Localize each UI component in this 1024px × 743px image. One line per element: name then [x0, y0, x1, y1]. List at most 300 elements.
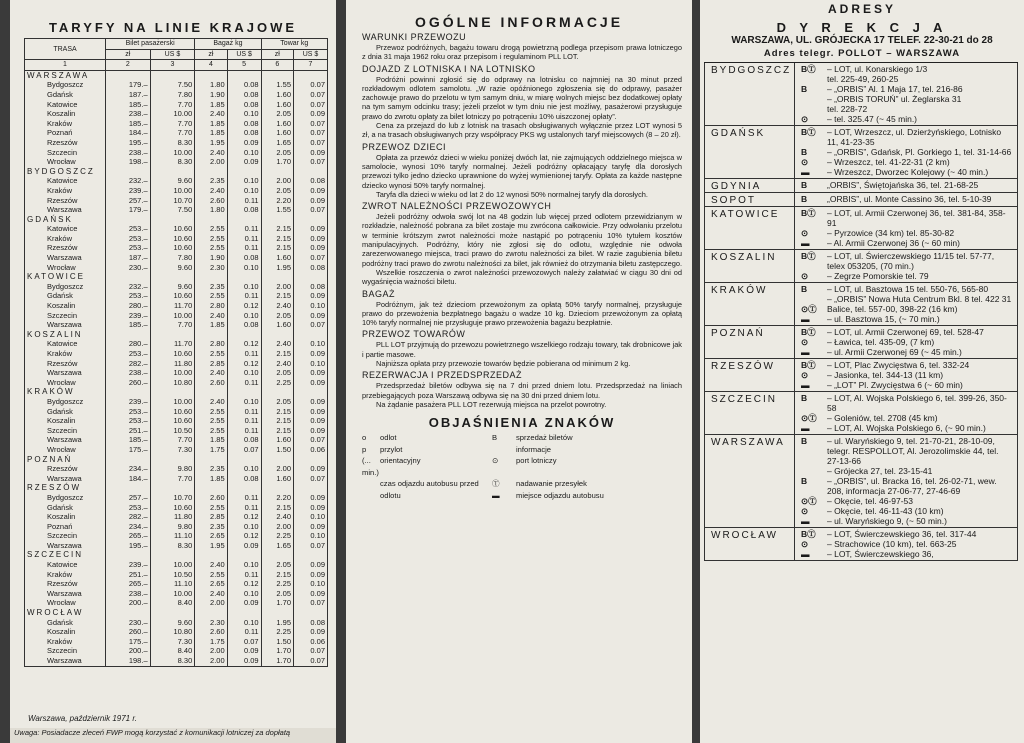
- symbol-icon: B: [801, 436, 808, 446]
- legend-text: odlotu: [380, 490, 401, 500]
- fare-value: 2.30: [195, 263, 227, 273]
- fare-value: 2.55: [195, 349, 227, 359]
- legend-text: przylot: [380, 444, 403, 454]
- fare-value: 0.09: [294, 589, 328, 599]
- fare-value: 0.09: [294, 378, 328, 388]
- address-text: – Goleniów, tel. 2708 (45 km): [827, 413, 938, 423]
- legend-symbol: Ⓣ: [492, 479, 500, 489]
- fare-value: 0.10: [294, 301, 328, 311]
- fare-value: 1.80: [195, 205, 227, 215]
- empty-cell: [106, 215, 151, 225]
- fare-value: 7.70: [150, 435, 195, 445]
- destination-city: Wrocław: [25, 263, 106, 273]
- fare-value: 2.55: [195, 407, 227, 417]
- address-text: tel. 228-72: [827, 104, 868, 114]
- fare-value: 0.10: [294, 339, 328, 349]
- address-row: [704, 193, 1018, 207]
- symbol-icon: [801, 294, 827, 304]
- address-text: – Okęcie, tel. 46-11-43 (10 km): [827, 506, 944, 516]
- fare-value: 0.07: [294, 474, 328, 484]
- fare-value: 2.55: [195, 426, 227, 436]
- symbol-icon: ⊙: [801, 114, 809, 124]
- fare-value: 0.09: [294, 243, 328, 253]
- section-paragraph: Taryfa dla dzieci w wieku od lat 2 do 12 wynosi 50% normalnej taryfy dla dorosłych.: [376, 189, 648, 199]
- address-text: Balice, tel. 557-00, 398-22 (16 km): [827, 304, 958, 314]
- destination-city: Wrocław: [25, 598, 106, 608]
- fare-value: 0.07: [227, 445, 261, 455]
- symbol-icon: B: [801, 147, 808, 157]
- fare-value: 1.75: [195, 445, 227, 455]
- symbol-icon: B: [801, 84, 808, 94]
- fare-value: 185.–: [106, 100, 151, 110]
- fare-value: 0.07: [294, 157, 328, 167]
- empty-cell: [106, 455, 151, 465]
- symbol-icon: ▬: [801, 314, 810, 324]
- address-entries: [795, 326, 1017, 358]
- fare-value: 0.12: [227, 359, 261, 369]
- legend-text: orientacyjny: [380, 456, 421, 466]
- fare-value: 10.70: [150, 196, 195, 206]
- fare-value: 0.12: [227, 301, 261, 311]
- fare-value: 2.00: [261, 522, 293, 532]
- fare-value: 2.00: [261, 282, 293, 292]
- fare-value: 1.85: [195, 474, 227, 484]
- symbol-icon: ▬: [801, 380, 810, 390]
- empty-cell: [294, 608, 328, 618]
- tariff-table: [24, 38, 328, 667]
- column-number: 5: [227, 60, 261, 71]
- fare-value: 0.07: [294, 100, 328, 110]
- empty-cell: [106, 330, 151, 340]
- empty-cell: [150, 608, 195, 618]
- fare-value: 0.09: [294, 234, 328, 244]
- address-row: [704, 126, 1018, 179]
- fare-value: 8.40: [150, 646, 195, 656]
- destination-city: Rzeszów: [25, 196, 106, 206]
- fare-value: 9.60: [150, 282, 195, 292]
- fare-value: 7.70: [150, 128, 195, 138]
- address-text: – „ORBIS”, ul. Bracka 16, tel. 26-02-71, wew. 208, informacja 27-06-77, 27-46-69: [827, 476, 997, 496]
- address-text: – LOT, Wrzeszcz, ul. Dzierżyńskiego, Lotnisko 11, 41-23-35: [827, 127, 1002, 147]
- empty-cell: [227, 387, 261, 397]
- empty-cell: [261, 215, 293, 225]
- address-line: [801, 271, 1013, 281]
- destination-city: Gdańsk: [25, 618, 106, 628]
- empty-cell: [195, 167, 227, 177]
- fare-value: 9.80: [150, 464, 195, 474]
- column-numbers-row: [25, 60, 328, 71]
- fare-value: 2.35: [195, 282, 227, 292]
- fare-value: 10.70: [150, 493, 195, 503]
- fare-value: 0.08: [294, 282, 328, 292]
- address-text: – „ORBIS” Nowa Huta Centrum Bkl. 8 tel. 422 31: [827, 294, 1012, 304]
- col-header-us: US $: [294, 49, 328, 60]
- fare-value: 2.05: [261, 589, 293, 599]
- fare-value: 1.70: [261, 656, 293, 666]
- table-row: [25, 368, 328, 378]
- empty-cell: [294, 70, 328, 80]
- fare-value: 0.09: [294, 464, 328, 474]
- section-paragraph: Podróżni powinni zgłosić się do odprawy na lotnisku co najmniej na 30 minut przed rozkładowym odlotem samolotu. „W razie opóźnionego zgłoszenia się do odprawy, pasażer zachowuje prawo do przelotu w tym samym dniu, w miarę wolnych miejsc bez dodatkowej opłaty na tym samym odcinku trasy; jeżeli przelot w tym dniu nie jest możliwy, pasażerowi przysługuje prawo do zwrotu opłaty za bilet lotniczy po potrąceniu 10% uiszczonej opłaty”.: [362, 74, 682, 121]
- section-paragraph: Na żądanie pasażera PLL LOT rezerwują miejsca na przelot powrotny.: [376, 399, 607, 409]
- fare-value: 2.85: [195, 359, 227, 369]
- fare-value: 1.85: [195, 320, 227, 330]
- table-row: [25, 243, 328, 253]
- column-number: 7: [294, 60, 328, 71]
- column-number: 1: [25, 60, 106, 71]
- telegraph-address: Adres telegr. POLLOT – WARSZAWA: [763, 48, 961, 59]
- table-row: [25, 291, 328, 301]
- address-line: [801, 104, 1013, 114]
- address-text: – Jasionka, tel. 344-13 (11 km): [827, 370, 944, 380]
- address-row: [704, 435, 1018, 528]
- empty-cell: [150, 330, 195, 340]
- table-row: [25, 320, 328, 330]
- empty-cell: [227, 608, 261, 618]
- address-line: [801, 423, 1013, 433]
- empty-cell: [261, 483, 293, 493]
- fare-value: 1.60: [261, 253, 293, 263]
- address-line: [801, 436, 1013, 466]
- symbol-icon: ▬: [801, 167, 810, 177]
- table-row: [25, 349, 328, 359]
- address-text: – Pyrzowice (34 km) tel. 85-30-82: [827, 228, 955, 238]
- table-row: [25, 656, 328, 666]
- fare-value: 0.09: [294, 522, 328, 532]
- origin-city: SZCZECIN: [25, 550, 106, 560]
- table-row: [25, 263, 328, 273]
- col-header-bilet: Bilet pasażerski: [106, 39, 195, 50]
- empty-cell: [294, 483, 328, 493]
- empty-cell: [195, 608, 227, 618]
- empty-cell: [261, 550, 293, 560]
- address-line: [801, 516, 1013, 526]
- fare-value: 0.09: [294, 186, 328, 196]
- fare-value: 280.–: [106, 339, 151, 349]
- legend-text: nadawanie przesyłek: [516, 479, 587, 489]
- fare-value: 2.40: [195, 560, 227, 570]
- fare-value: 198.–: [106, 157, 151, 167]
- fare-value: 232.–: [106, 282, 151, 292]
- fare-value: 0.09: [227, 138, 261, 148]
- destination-city: Katowice: [25, 339, 106, 349]
- fare-value: 187.–: [106, 253, 151, 263]
- fare-value: 2.40: [195, 109, 227, 119]
- destination-city: Rzeszów: [25, 464, 106, 474]
- address-entries: [795, 435, 1017, 527]
- fare-value: 2.55: [195, 243, 227, 253]
- table-row: [25, 522, 328, 532]
- fare-value: 1.50: [261, 637, 293, 647]
- table-row: [25, 637, 328, 647]
- fare-value: 2.25: [261, 378, 293, 388]
- symbol-icon: ⊙Ⓣ: [801, 413, 817, 423]
- fare-value: 195.–: [106, 541, 151, 551]
- fare-value: 253.–: [106, 234, 151, 244]
- symbol-icon: [801, 466, 827, 476]
- origin-row: [25, 330, 328, 340]
- fare-value: 1.60: [261, 100, 293, 110]
- fare-value: 2.15: [261, 243, 293, 253]
- address-text: – Al. Armii Czerwonej 36 (~ 60 min): [827, 238, 960, 248]
- table-row: [25, 512, 328, 522]
- destination-city: Warszawa: [25, 368, 106, 378]
- fare-value: 184.–: [106, 128, 151, 138]
- headquarters-address: WARSZAWA, UL. GRÓJECKA 17 TELEF. 22-30-21 do 28: [731, 35, 993, 46]
- table-row: [25, 80, 328, 90]
- table-row: [25, 157, 328, 167]
- fare-value: 1.55: [261, 80, 293, 90]
- table-row: [25, 426, 328, 436]
- legend-symbol: ⊙: [492, 456, 499, 466]
- fare-value: 0.11: [227, 243, 261, 253]
- table-row: [25, 397, 328, 407]
- destination-city: Katowice: [25, 224, 106, 234]
- origin-city: WROCŁAW: [25, 608, 106, 618]
- destination-city: Koszalin: [25, 627, 106, 637]
- symbol-icon: BⓉ: [801, 127, 816, 137]
- fare-value: 2.40: [195, 368, 227, 378]
- fare-value: 7.50: [150, 80, 195, 90]
- address-city: KRAKÓW: [705, 283, 795, 325]
- fare-value: 0.08: [227, 205, 261, 215]
- address-text: – Grójecka 27, tel. 23-15-41: [827, 466, 933, 476]
- fare-value: 257.–: [106, 493, 151, 503]
- fare-value: 0.09: [294, 570, 328, 580]
- symbol-icon: BⓉ: [801, 529, 816, 539]
- fare-value: 10.60: [150, 243, 195, 253]
- fare-value: 282.–: [106, 512, 151, 522]
- fare-value: 2.00: [195, 598, 227, 608]
- empty-cell: [261, 387, 293, 397]
- address-text: – Zegrze Pomorskie tel. 79: [827, 271, 929, 281]
- fare-value: 179.–: [106, 205, 151, 215]
- address-text: – ul. Basztowa 15, (~ 70 min.): [827, 314, 940, 324]
- origin-city: GDAŃSK: [25, 215, 106, 225]
- legend-text: sprzedaż biletów: [516, 433, 573, 443]
- address-entries: [795, 528, 1017, 560]
- section-heading: ZWROT NALEŻNOŚCI PRZEWOZOWYCH: [362, 201, 552, 212]
- empty-cell: [195, 272, 227, 282]
- fare-value: 10.60: [150, 234, 195, 244]
- fare-value: 234.–: [106, 522, 151, 532]
- address-row: [704, 392, 1018, 435]
- table-row: [25, 253, 328, 263]
- origin-row: [25, 215, 328, 225]
- origin-row: [25, 387, 328, 397]
- address-line: [801, 539, 1013, 549]
- fare-value: 11.70: [150, 339, 195, 349]
- fare-value: 10.60: [150, 416, 195, 426]
- address-entries: [795, 250, 1017, 282]
- fare-value: 0.09: [227, 541, 261, 551]
- address-city: WARSZAWA: [705, 435, 795, 527]
- address-line: [801, 251, 1013, 271]
- destination-city: Kraków: [25, 637, 106, 647]
- fare-value: 1.70: [261, 646, 293, 656]
- address-line: [801, 208, 1013, 228]
- address-row: [704, 326, 1018, 359]
- empty-cell: [227, 455, 261, 465]
- fare-value: 0.07: [294, 320, 328, 330]
- section-paragraph: Opłata za przewóz dzieci w wieku poniżej dwóch lat, nie zajmujących oddzielnego miejsca w samolocie, wynosi 10% taryfy normalnej. Jeżeli podróżny opłacający taryfę dla dorosłych przewozi tylko jedno dziecko uprawnione do wyżej wymienionej taryfy. Opłata za każde następne dziecko wynosi 50% taryfy normalnej.: [362, 152, 682, 190]
- fare-value: 1.95: [195, 138, 227, 148]
- section-paragraph: Podróżnym, jak też dzieciom przewożonym za opłatą 50% taryfy normalnej, przysługuje prawo do przewożenia bezpłatnego bagażu o wadze 10 kg. Dzieciom przewożonym za opłatą 10% taryfy normalnej nie przysługuje prawo przewożenia bagażu bezpłatnie.: [362, 299, 682, 328]
- destination-city: Warszawa: [25, 589, 106, 599]
- fare-value: 0.08: [227, 100, 261, 110]
- destination-city: Katowice: [25, 176, 106, 186]
- address-line: [801, 127, 1013, 147]
- legend-text: odlot: [380, 433, 397, 443]
- destination-city: Kraków: [25, 234, 106, 244]
- address-text: – Ławica, tel. 435-09, (7 km): [827, 337, 935, 347]
- symbol-icon: [801, 94, 827, 104]
- table-row: [25, 301, 328, 311]
- address-line: [801, 114, 1013, 124]
- symbol-icon: ⊙: [801, 271, 809, 281]
- empty-cell: [227, 330, 261, 340]
- destination-city: Wrocław: [25, 445, 106, 455]
- address-line: [801, 238, 1013, 248]
- empty-cell: [150, 70, 195, 80]
- fare-value: 257.–: [106, 196, 151, 206]
- fare-value: 11.80: [150, 359, 195, 369]
- fare-value: 2.80: [195, 339, 227, 349]
- address-text: – tel. 325.47 (~ 45 min.): [827, 114, 918, 124]
- fare-value: 0.10: [227, 368, 261, 378]
- symbol-icon: B: [801, 393, 808, 403]
- address-entries: [795, 207, 1017, 249]
- fare-value: 0.10: [227, 464, 261, 474]
- fare-value: 239.–: [106, 397, 151, 407]
- symbol-icon: BⓉ: [801, 251, 816, 261]
- tariff-title: TARYFY NA LINIE KRAJOWE: [48, 20, 298, 35]
- table-row: [25, 646, 328, 656]
- legend-symbol: B: [492, 433, 498, 443]
- legend-symbol: (... min.): [362, 456, 379, 477]
- table-row: [25, 474, 328, 484]
- info-panel: [346, 0, 692, 743]
- fare-value: 2.05: [261, 186, 293, 196]
- address-city: KOSZALIN: [705, 250, 795, 282]
- fare-value: 239.–: [106, 560, 151, 570]
- address-text: tel. 225-49, 260-25: [827, 74, 899, 84]
- fare-value: 200.–: [106, 598, 151, 608]
- table-row: [25, 503, 328, 513]
- empty-cell: [294, 167, 328, 177]
- origin-row: [25, 70, 328, 80]
- origin-city: KATOWICE: [25, 272, 106, 282]
- destination-city: Kraków: [25, 349, 106, 359]
- destination-city: Poznań: [25, 522, 106, 532]
- address-city: GDAŃSK: [705, 126, 795, 178]
- fare-value: 0.11: [227, 627, 261, 637]
- table-row: [25, 407, 328, 417]
- address-line: [801, 413, 1013, 423]
- tariff-note: Uwaga: Posiadacze zleceń FWP mogą korzystać z komunikacji lotniczej za dopłatą: [10, 728, 336, 743]
- fare-value: 10.60: [150, 503, 195, 513]
- legend-symbol: [492, 444, 516, 456]
- fare-value: 0.07: [294, 646, 328, 656]
- fare-value: 10.80: [150, 378, 195, 388]
- fare-value: 1.90: [195, 253, 227, 263]
- table-row: [25, 205, 328, 215]
- col-header-zl: zł: [195, 49, 227, 60]
- fare-value: 1.85: [195, 100, 227, 110]
- symbol-icon: BⓉ: [801, 64, 816, 74]
- fare-value: 253.–: [106, 243, 151, 253]
- fare-value: 1.95: [261, 618, 293, 628]
- empty-cell: [106, 167, 151, 177]
- origin-city: POZNAŃ: [25, 455, 106, 465]
- address-text: – ul. Waryńskiego 9, tel. 21-70-21, 28-10-09, telegr. RESPOLLOT, Al. Jerozolimskie 44, tel. 27-13-66: [827, 436, 999, 466]
- address-line: [801, 370, 1013, 380]
- legend-text: miejsce odjazdu autobusu: [516, 490, 604, 500]
- address-text: – LOT, ul. Świerczewskiego 11/15 tel. 57-77, telex 053205, (70 min.): [827, 251, 995, 271]
- empty-cell: [150, 272, 195, 282]
- destination-city: Kraków: [25, 119, 106, 129]
- fare-value: 2.60: [195, 196, 227, 206]
- fare-value: 0.11: [227, 416, 261, 426]
- address-line: [801, 180, 1013, 190]
- fare-value: 0.09: [227, 157, 261, 167]
- destination-city: Szczecin: [25, 148, 106, 158]
- fare-value: 0.09: [227, 646, 261, 656]
- destination-city: Katowice: [25, 100, 106, 110]
- fare-value: 0.09: [294, 196, 328, 206]
- empty-cell: [106, 272, 151, 282]
- fare-value: 0.10: [227, 560, 261, 570]
- fare-value: 2.20: [261, 493, 293, 503]
- fare-value: 2.00: [195, 656, 227, 666]
- address-line: [801, 228, 1013, 238]
- column-number: 4: [195, 60, 227, 71]
- fare-value: 2.15: [261, 349, 293, 359]
- col-header-zl: zł: [106, 49, 151, 60]
- legend-text: port lotniczy: [516, 456, 557, 466]
- fare-value: 7.30: [150, 445, 195, 455]
- fare-value: 10.00: [150, 311, 195, 321]
- table-row: [25, 570, 328, 580]
- destination-city: Gdańsk: [25, 291, 106, 301]
- address-line: [801, 147, 1013, 157]
- fare-value: 7.70: [150, 100, 195, 110]
- fare-value: 1.95: [261, 263, 293, 273]
- fare-value: 10.00: [150, 186, 195, 196]
- table-row: [25, 339, 328, 349]
- fare-value: 0.11: [227, 503, 261, 513]
- legend-symbol: o: [362, 433, 367, 443]
- fare-value: 253.–: [106, 503, 151, 513]
- address-text: – „ORBIS” Al. 1 Maja 17, tel. 216-86: [827, 84, 963, 94]
- fare-value: 2.40: [195, 186, 227, 196]
- fare-value: 2.05: [261, 311, 293, 321]
- origin-row: [25, 550, 328, 560]
- destination-city: Poznań: [25, 128, 106, 138]
- address-table: [704, 62, 1018, 561]
- fare-value: 8.30: [150, 138, 195, 148]
- fare-value: 10.60: [150, 291, 195, 301]
- fare-value: 0.10: [227, 148, 261, 158]
- info-title: OGÓLNE INFORMACJE: [414, 14, 624, 30]
- fare-value: 2.05: [261, 560, 293, 570]
- fare-value: 11.70: [150, 301, 195, 311]
- address-line: [801, 64, 1013, 74]
- fare-value: 10.00: [150, 589, 195, 599]
- table-row: [25, 464, 328, 474]
- fare-value: 2.15: [261, 407, 293, 417]
- section-heading: DOJAZD Z LOTNISKA I NA LOTNISKO: [362, 63, 536, 74]
